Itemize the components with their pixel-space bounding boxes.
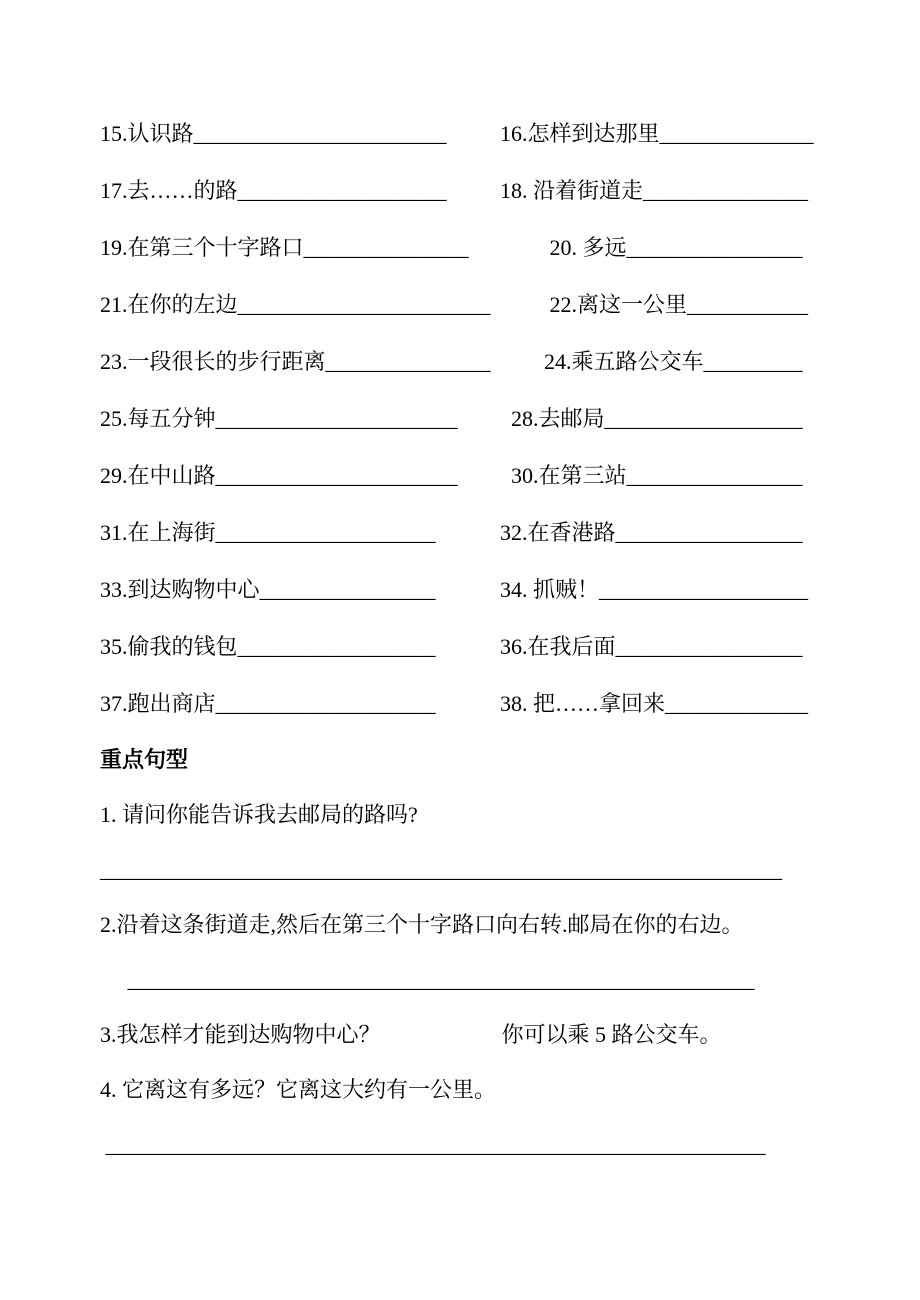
answer-blank-line: ______________________________________________________________ xyxy=(100,857,782,882)
vocab-item: 37.跑出商店____________________ xyxy=(100,691,436,716)
vocab-item: 16.怎样到达那里______________ xyxy=(500,121,814,146)
sentence-text: 2.沿着这条街道走,然后在第三个十字路口向右转.邮局在你的右边。 xyxy=(100,912,744,937)
vocab-item: 19.在第三个十字路口_______________ xyxy=(100,235,469,260)
vocab-row xyxy=(100,276,830,333)
vocab-item: 22.离这一公里___________ xyxy=(500,292,809,317)
sentence-text: 3.我怎样才能到达购物中心？ 你可以乘 5 路公交车。 xyxy=(100,1022,722,1047)
vocab-row xyxy=(100,561,830,618)
vocab-item: 31.在上海街____________________ xyxy=(100,520,436,545)
vocab-item: 29.在中山路______________________ xyxy=(100,463,458,488)
vocab-row xyxy=(100,675,830,732)
vocab-list xyxy=(100,105,830,732)
vocab-item: 28.去邮局__________________ xyxy=(500,406,803,431)
vocab-item: 30.在第三站________________ xyxy=(500,463,803,488)
sentence-text: 1. 请问你能告诉我去邮局的路吗? xyxy=(100,802,418,827)
vocab-item: 18. 沿着街道走_______________ xyxy=(500,178,809,203)
vocab-row xyxy=(100,504,830,561)
answer-blank-line: ____________________________________________________________ xyxy=(100,1132,766,1157)
vocab-row xyxy=(100,105,830,162)
vocab-item: 17.去……的路___________________ xyxy=(100,178,447,203)
vocab-item: 32.在香港路_________________ xyxy=(500,520,803,545)
vocab-item: 36.在我后面_________________ xyxy=(500,634,803,659)
vocab-row xyxy=(100,390,830,447)
answer-blank-line: _________________________________________________________ xyxy=(100,967,755,992)
vocab-row xyxy=(100,162,830,219)
vocab-item: 23.一段很长的步行距离_______________ xyxy=(100,349,491,374)
vocab-item: 33.到达购物中心________________ xyxy=(100,577,436,602)
sentence-list xyxy=(100,787,830,1172)
vocab-item: 24.乘五路公交车_________ xyxy=(500,349,803,374)
vocab-item: 34. 抓贼！___________________ xyxy=(500,577,809,602)
vocab-item: 21.在你的左边_______________________ xyxy=(100,292,491,317)
vocab-row xyxy=(100,447,830,504)
vocab-item: 35.偷我的钱包__________________ xyxy=(100,634,436,659)
vocab-item: 20. 多远________________ xyxy=(500,235,803,260)
vocab-row xyxy=(100,618,830,675)
sentence-text: 4. 它离这有多远？它离这大约有一公里。 xyxy=(100,1077,497,1102)
vocab-row xyxy=(100,219,830,276)
section-heading: 重点句型 xyxy=(100,747,189,772)
vocab-item: 25.每五分钟______________________ xyxy=(100,406,458,431)
vocab-row xyxy=(100,333,830,390)
vocab-item: 15.认识路_______________________ xyxy=(100,121,447,146)
vocab-item: 38. 把……拿回来_____________ xyxy=(500,691,809,716)
